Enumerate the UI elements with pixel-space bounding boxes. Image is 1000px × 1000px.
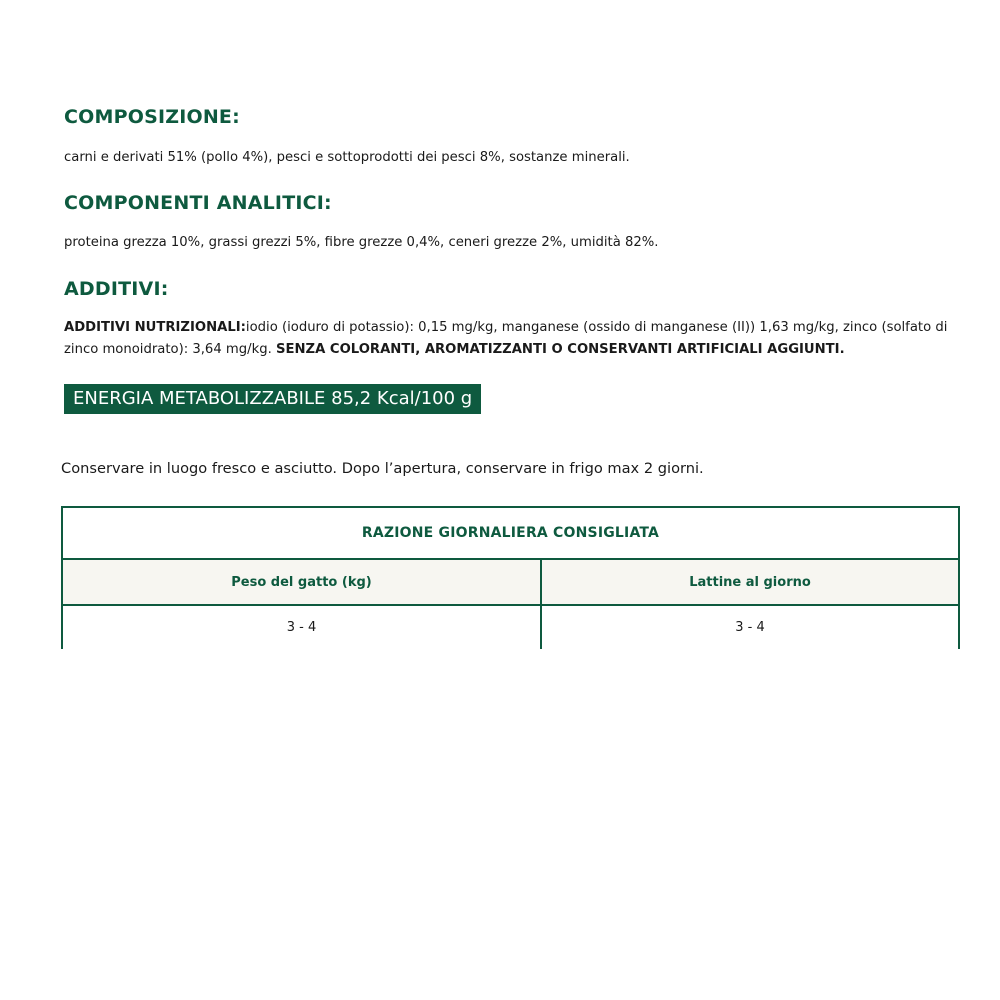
daily-ration-table	[61, 506, 960, 649]
additives-text	[64, 317, 969, 361]
column-header-label: Peso del gatto (kg)	[231, 574, 372, 590]
table-cell-cat-weight	[63, 606, 542, 649]
column-header-cans-per-day	[542, 560, 958, 604]
nutritional-additives-list: iodio (ioduro di potassio): 0,15 mg/kg, manganese (ossido di manganese (II)) 1,63 mg/kg, zinco (solfato di zinco monoidrato): 3,64 mg/kg.	[64, 320, 948, 357]
metabolizable-energy-banner: ENERGIA METABOLIZZABILE 85,2 Kcal/100 g	[64, 384, 481, 414]
no-artificial-additives-note: SENZA COLORANTI, AROMATIZZANTI O CONSERVANTI ARTIFICIALI AGGIUNTI.	[275, 342, 845, 357]
analytical-components-heading: COMPONENTI ANALITICI:	[64, 192, 332, 214]
column-header-cat-weight	[63, 560, 542, 604]
additives-heading: ADDITIVI:	[64, 278, 169, 300]
ration-table-title: RAZIONE GIORNALIERA CONSIGLIATA	[361, 525, 660, 541]
analytical-components-text: proteina grezza 10%, grassi grezzi 5%, fibre grezze 0,4%, ceneri grezze 2%, umidità 82%.	[64, 235, 659, 250]
composition-heading: COMPOSIZIONE:	[64, 106, 240, 128]
table-cell-cans-per-day	[542, 606, 958, 649]
table-row	[63, 606, 958, 649]
ration-table-title-row	[63, 508, 958, 560]
table-cell-value: 3 - 4	[735, 620, 765, 635]
composition-text: carni e derivati 51% (pollo 4%), pesci e sottoprodotti dei pesci 8%, sostanze minerali.	[64, 150, 630, 165]
column-header-label: Lattine al giorno	[689, 574, 811, 590]
ration-table-header-row	[63, 560, 958, 606]
nutritional-additives-label: ADDITIVI NUTRIZIONALI:	[64, 320, 246, 335]
table-cell-value: 3 - 4	[286, 620, 317, 635]
storage-instructions: Conservare in luogo fresco e asciutto. Dopo l’apertura, conservare in frigo max 2 giorni.	[61, 460, 704, 477]
